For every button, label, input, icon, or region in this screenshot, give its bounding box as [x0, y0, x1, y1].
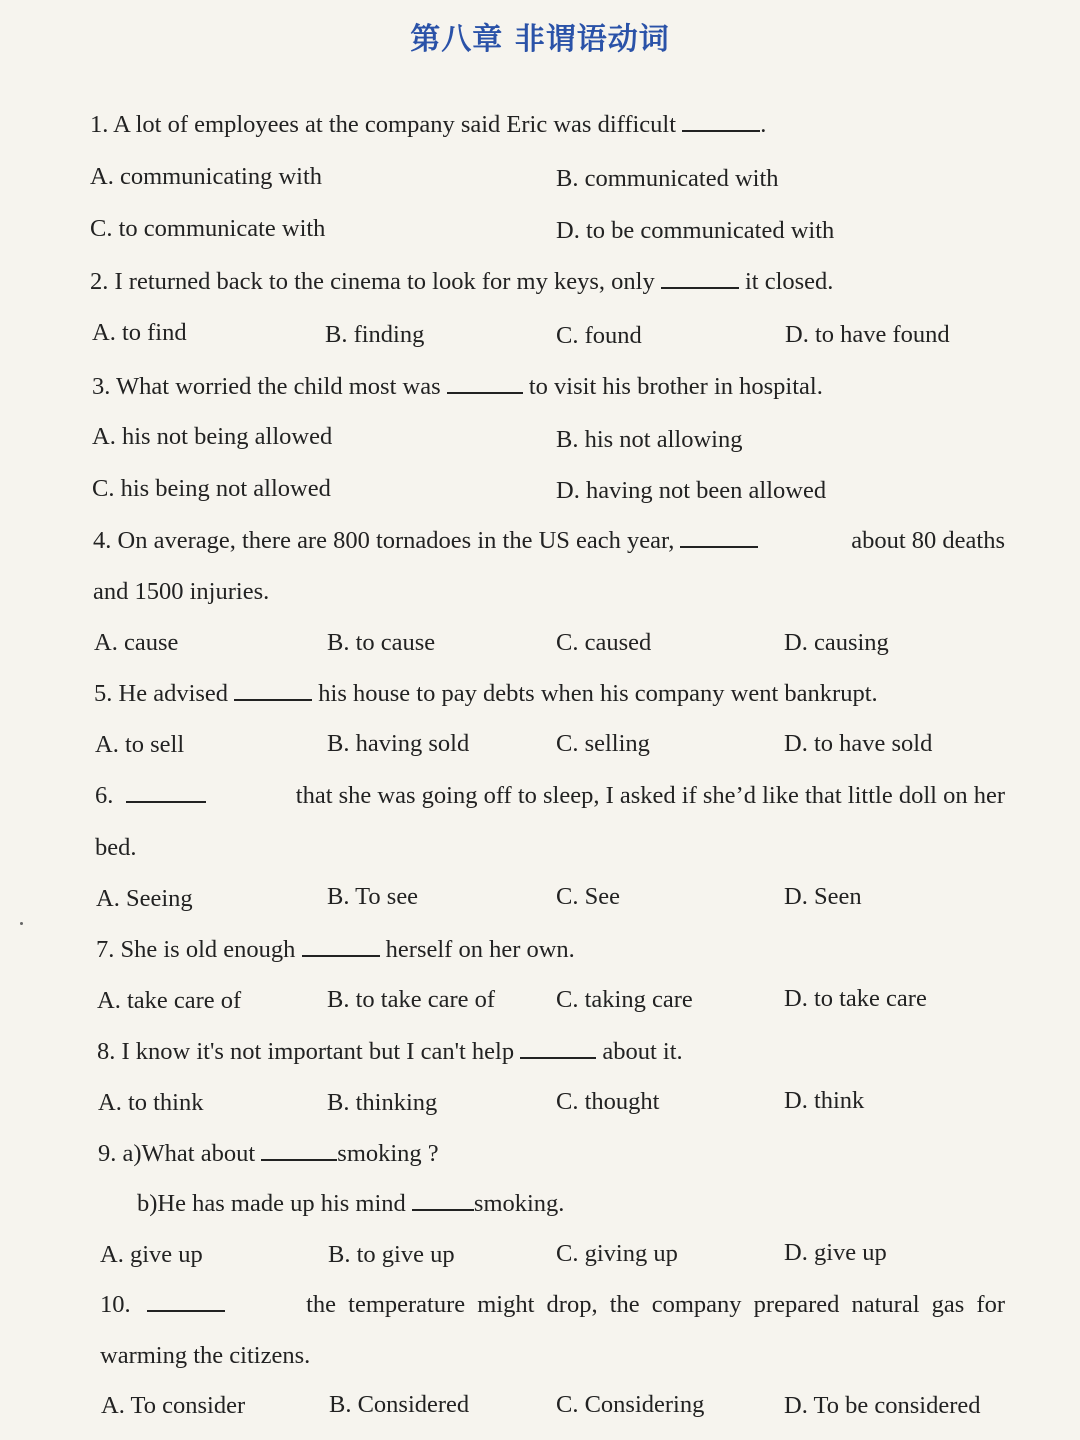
- answer-blank: [661, 269, 739, 289]
- answer-blank: [447, 374, 523, 394]
- question-7-option-a: A. take care of: [97, 987, 242, 1014]
- question-stem-text: 1. A lot of employees at the company said Eric was difficult: [90, 111, 677, 138]
- scan-speck: [20, 922, 23, 925]
- question-5-option-d: D. to have sold: [784, 730, 933, 757]
- question-4-stem: [93, 526, 1005, 556]
- question-2-option-d: D. to have found: [785, 321, 950, 348]
- question-stem-text: .: [760, 111, 767, 138]
- question-stem-text: 2. I returned back to the cinema to look for my keys, only: [90, 268, 655, 295]
- question-2-option-a: A. to find: [92, 319, 187, 346]
- question-1-option-a: A. communicating with: [90, 163, 323, 190]
- question-8-option-c: C. thought: [556, 1088, 660, 1115]
- answer-blank: [126, 783, 206, 803]
- question-6-stem: [95, 781, 1005, 811]
- question-8-option-a: A. to think: [98, 1089, 204, 1116]
- question-7-option-c: C. taking care: [556, 986, 693, 1013]
- question-5-option-a: A. to sell: [95, 731, 185, 758]
- question-3-option-c: C. his being not allowed: [92, 475, 331, 502]
- question-stem-text: 8. I know it's not important but I can't help: [97, 1038, 515, 1065]
- question-10-stem-continued: warming the citizens.: [100, 1342, 311, 1369]
- question-9-option-c: C. giving up: [556, 1240, 678, 1267]
- question-stem-text: about 80 deaths: [851, 527, 1005, 554]
- question-9-option-b: B. to give up: [328, 1241, 455, 1268]
- question-3-option-b: B. his not allowing: [556, 426, 743, 453]
- question-stem-text: it closed.: [744, 268, 834, 295]
- question-9-sub-stem: [137, 1189, 564, 1219]
- question-6-stem-continued: bed.: [95, 834, 137, 861]
- answer-blank: [147, 1292, 225, 1312]
- question-stem-text: his house to pay debts when his company went bankrupt.: [318, 680, 878, 707]
- answer-blank: [412, 1191, 474, 1211]
- question-7-option-b: B. to take care of: [327, 986, 496, 1013]
- answer-blank: [520, 1039, 596, 1059]
- question-stem-text: that she was going off to sleep, I asked if she’d like that little doll on her: [295, 782, 1005, 809]
- question-9-option-d: D. give up: [784, 1239, 887, 1266]
- question-6-option-b: B. To see: [327, 883, 419, 910]
- question-10-option-c: C. Considering: [556, 1391, 705, 1418]
- question-stem-text: 5. He advised: [94, 680, 229, 707]
- question-8-option-b: B. thinking: [327, 1089, 438, 1116]
- question-5-option-b: B. having sold: [327, 730, 470, 757]
- answer-blank: [682, 112, 760, 132]
- question-4-stem-continued: and 1500 injuries.: [93, 578, 270, 605]
- question-7-option-d: D. to take care: [784, 985, 927, 1012]
- question-stem-text: b)He has made up his mind: [137, 1190, 406, 1217]
- answer-blank: [302, 937, 380, 957]
- answer-blank: [234, 681, 312, 701]
- question-4-option-c: C. caused: [556, 629, 652, 656]
- question-stem-text: herself on her own.: [385, 936, 575, 963]
- question-8-stem: [97, 1037, 683, 1067]
- question-10-stem: [100, 1290, 1005, 1320]
- question-4-option-d: D. causing: [784, 629, 889, 656]
- question-stem-text: 7. She is old enough: [96, 936, 296, 963]
- question-1-option-d: D. to be communicated with: [556, 217, 835, 244]
- question-6-option-c: C. See: [556, 883, 620, 910]
- question-5-stem: [94, 679, 878, 709]
- question-10-option-a: A. To consider: [101, 1392, 246, 1419]
- question-3-stem: [92, 372, 823, 402]
- question-3-option-a: A. his not being allowed: [92, 423, 333, 450]
- question-9-stem: [98, 1139, 439, 1169]
- question-stem-text: 3. What worried the child most was: [92, 373, 441, 400]
- question-5-option-c: C. selling: [556, 730, 650, 757]
- question-stem-text: the temperature might drop, the company prepared natural gas for: [306, 1291, 1005, 1318]
- question-9-option-a: A. give up: [100, 1241, 203, 1268]
- question-10-option-d: D. To be considered: [784, 1392, 981, 1419]
- question-1-stem: [90, 110, 766, 140]
- question-7-stem: [96, 935, 575, 965]
- chapter-title: 第八章 非谓语动词: [410, 22, 670, 57]
- question-stem-text: about it.: [602, 1038, 683, 1065]
- question-2-stem: [90, 267, 833, 297]
- question-stem-text: 6.: [95, 782, 114, 809]
- question-1-option-c: C. to communicate with: [90, 215, 326, 242]
- answer-blank: [680, 528, 758, 548]
- question-4-option-b: B. to cause: [327, 629, 436, 656]
- question-8-option-d: D. think: [784, 1087, 865, 1114]
- question-6-option-d: D. Seen: [784, 883, 862, 910]
- question-4-option-a: A. cause: [94, 629, 179, 656]
- question-stem-text: 9. a)What about: [98, 1140, 256, 1167]
- question-stem-text: 10.: [100, 1291, 131, 1318]
- question-stem-text: smoking ?: [337, 1140, 439, 1167]
- question-1-option-b: B. communicated with: [556, 165, 779, 192]
- answer-blank: [261, 1141, 337, 1161]
- question-6-option-a: A. Seeing: [96, 885, 193, 912]
- question-2-option-b: B. finding: [325, 321, 425, 348]
- question-10-option-b: B. Considered: [329, 1391, 470, 1418]
- question-stem-text: to visit his brother in hospital.: [528, 373, 823, 400]
- question-stem-text: smoking.: [473, 1190, 565, 1217]
- question-2-option-c: C. found: [556, 322, 642, 349]
- question-3-option-d: D. having not been allowed: [556, 477, 827, 504]
- question-stem-text: 4. On average, there are 800 tornadoes in the US each year,: [93, 527, 675, 554]
